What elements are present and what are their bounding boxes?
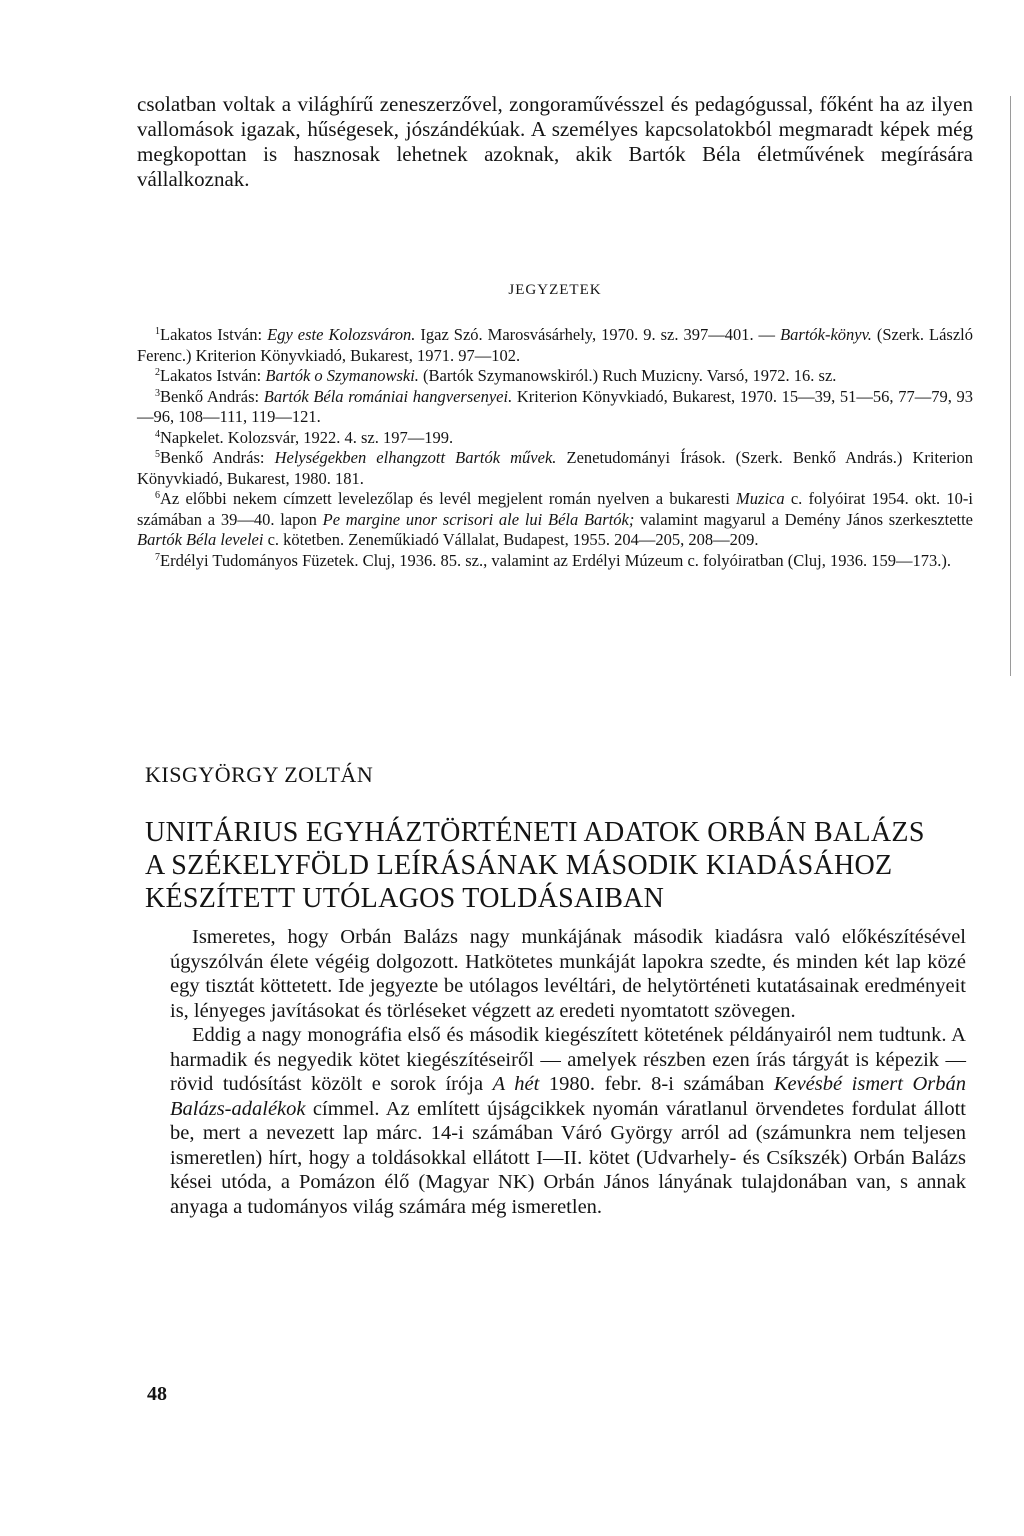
note-title: Bartók Béla romániai hangversenyei. (263, 386, 513, 406)
note-number: 4 (155, 428, 160, 440)
note-text: Kriterion Könyvkiadó, Bukarest, 1970. 15—39, 51—56, 77—79, 93—96, 108—111, 119—121. (137, 386, 973, 426)
note-text: Benkő András: (160, 448, 275, 467)
article-reference-title: Kevésbé ismert Orbán Balázs-adalékok (170, 1073, 966, 1120)
body-text: 1980. febr. 8-i számában (539, 1073, 774, 1095)
note-text: Zenetudományi Írások. (Szerk. Benkő András.) Kriterion Könyvkiadó, Bukarest, 1980. 181. (137, 448, 973, 488)
note-6 (137, 489, 973, 551)
body-paragraph-2 (170, 1023, 966, 1219)
note-number: 6 (155, 490, 160, 501)
title-line: A SZÉKELYFÖLD LEÍRÁSÁNAK MÁSODIK KIADÁSÁHOZ (145, 850, 893, 881)
title-line: UNITÁRIUS EGYHÁZTÖRTÉNETI ADATOK ORBÁN BALÁZS (145, 817, 925, 848)
note-text: Lakatos István: (160, 366, 266, 385)
note-title: Bartók o Szymanowski. (265, 366, 419, 385)
note-number: 5 (155, 449, 160, 460)
note-text: (Szerk. László Ferenc.) Kriterion Könyvkiadó, Bukarest, 1971. 97—102. (137, 325, 974, 365)
publication-title: A hét (492, 1073, 540, 1095)
note-number: 1 (155, 326, 160, 337)
note-4 (137, 428, 973, 449)
body-text: Eddig a nagy monográfia első és második kiegészített kötetének példányairól nem tudtunk. A harmadik és negyedik kötet kiegészítéseiről — amelyek részben ezen írás tárgyát is képezik — rövid tudósítást közölt e sorok írója (170, 1024, 966, 1095)
note-2 (137, 366, 973, 387)
note-7 (137, 551, 973, 572)
note-title: Muzica (736, 489, 785, 508)
article-author: KISGYÖRGY ZOLTÁN (145, 762, 374, 787)
body-text: címmel. Az említett újságcikkek nyomán váratlanul örvendetes fordulat állott be, mert a nevezett lap márc. 14-i számában Váró György arról ad (számunkra nem teljesen ismeretlen) hírt, hogy a toldásokkal ellátott I—II. kötet (Udvarhely- és Csíkszék) Orbán Balázs kései utóda, a Pomázon élő (Magyar NK) Orbán János lányának tulajdonában van, s annak anyaga a tudományos világ számára még ismeretlen. (170, 1097, 966, 1218)
margin-rule (1010, 96, 1011, 676)
body-paragraph-1: Ismeretes, hogy Orbán Balázs nagy munkájának második kiadásra való előkészítésével úgyszólván élete végéig dolgozott. Hatkötetes munkáját lapokra szedte, és minden két lap közé egy tisztát köttetett. Ide jegyezte be utólagos levéltári, de helytörténeti kutatásainak eredményeit is, lényeges javításokat és törléseket végzett az eredeti nyomtatott szövegen. (170, 926, 966, 1022)
note-title: Bartók Béla levelei (137, 530, 264, 549)
note-text: c. kötetben. Zeneműkiadó Vállalat, Budapest, 1955. 204—205, 208—209. (263, 530, 759, 549)
note-text: Igaz Szó. Marosvásárhely, 1970. 9. sz. 397—401. — (415, 325, 781, 344)
note-title: Helységekben elhangzott Bartók művek. (274, 448, 557, 467)
notes-heading: JEGYZETEK (508, 282, 602, 298)
note-title: Pe margine unor scrisori ale lui Béla Bartók; (322, 509, 635, 529)
note-1 (137, 325, 973, 366)
intro-text: csolatban voltak a világhírű zeneszerzővel, zongoraművésszel és pedagógussal, főként ha az ilyen vallomások igazak, hűségesek, jószándékúak. A személyes kapcsolatokból megmaradt képek még megkopottan is hasznosak lehetnek azoknak, akik Bartók Béla életművének megírására vállalkoznak. (137, 92, 973, 191)
note-text: (Bartók Szymanowskiról.) Ruch Muzicny. Varsó, 1972. 16. sz. (418, 366, 837, 385)
note-text: Benkő András: (160, 386, 264, 406)
article-body (170, 925, 966, 1219)
note-3 (137, 387, 973, 428)
note-text: valamint magyarul a Demény János szerkesztette (634, 509, 974, 529)
page-number: 48 (147, 1383, 167, 1405)
title-line: KÉSZÍTETT UTÓLAGOS TOLDÁSAIBAN (145, 883, 665, 914)
note-5 (137, 448, 973, 489)
notes-list (137, 325, 973, 571)
intro-paragraph (137, 92, 973, 192)
note-title: Bartók-könyv. (780, 325, 872, 344)
note-text: c. folyóirat 1954. okt. 10-i számában a 39—40. lapon (137, 489, 973, 529)
note-number: 2 (155, 367, 160, 378)
note-text: Az előbbi nekem címzett levelezőlap és levél megjelent román nyelven a bukaresti (160, 489, 737, 508)
note-number: 3 (155, 387, 160, 399)
article-title (145, 816, 985, 915)
note-title: Egy este Kolozsváron. (267, 325, 416, 344)
note-text: Napkelet. Kolozsvár, 1922. 4. sz. 197—199. (160, 427, 454, 447)
note-text: Erdélyi Tudományos Füzetek. Cluj, 1936. 85. sz., valamint az Erdélyi Múzeum c. folyóiratban (Cluj, 1936. 159—173.). (160, 550, 951, 570)
note-text: Lakatos István: (160, 325, 268, 344)
note-number: 7 (155, 551, 160, 563)
